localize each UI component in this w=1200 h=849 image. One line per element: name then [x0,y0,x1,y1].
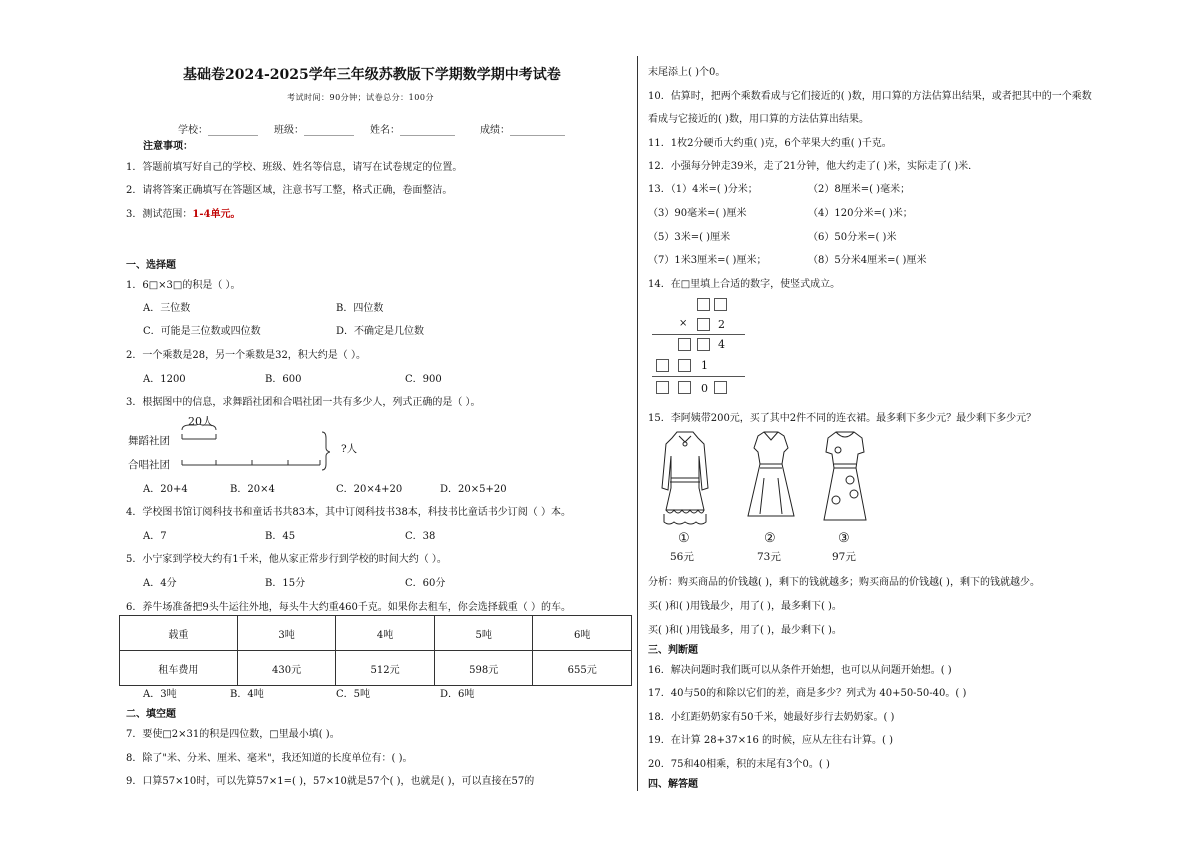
question-16: 16．解决问题时我们既可以从条件开始想，也可以从问题开始想。( ) [648,665,952,676]
dress-price: 56元 [670,551,694,563]
score-field[interactable]: 成绩：___________ [480,125,565,136]
analysis-line: 分析：购买商品的价钱越( )，剩下的钱就越多；购买商品的价钱越( )，剩下的钱就越少。 [648,577,1040,588]
question-11: 11．1枚2分硬币大约重( )克，6个苹果大约重( )千克。 [648,138,892,149]
table-cell: 载重 [120,616,238,651]
option-b[interactable]: B．600 [265,374,302,385]
line-segment-figure [180,424,330,474]
answer-line: 买( )和( )用钱最少，用了( )，最多剩下( )。 [648,601,842,612]
figure-total-label: ?人 [341,443,358,455]
digit-box[interactable] [714,298,727,311]
question-14: 14．在□里填上合适的数字，使竖式成立。 [648,279,841,290]
calc-line [652,334,745,335]
question-13-part: （6）50分米=( )米 [808,232,897,243]
question-7: 7．要使□2×31的积是四位数，□里最小填( )。 [126,729,340,740]
dress-price: 73元 [757,551,781,563]
table-cell: 5吨 [434,616,533,651]
rental-table [119,615,632,686]
question-13-part: （3）90毫米=( )厘米 [648,208,747,219]
table-row [120,651,632,686]
option-c[interactable]: C．60分 [405,578,446,589]
question-18: 18．小红距奶奶家有50千米，她最好步行去奶奶家。( ) [648,712,895,723]
option-b[interactable]: B．15分 [265,578,306,589]
digit-label: 4 [718,338,725,351]
dress-number: ② [764,531,776,546]
option-b[interactable]: B．4吨 [230,689,264,700]
option-a[interactable]: A．1200 [143,374,186,385]
option-a[interactable]: A．7 [143,531,167,542]
table-cell: 租车费用 [120,651,238,686]
option-a[interactable]: A．20+4 [143,484,188,495]
notes-heading: 注意事项： [143,141,193,152]
table-cell: 598元 [434,651,533,686]
question-13-part: （7）1米3厘米=( )厘米； [648,255,767,266]
digit-box[interactable] [697,298,710,311]
question-13-part: （8）5分米4厘米=( )厘米 [808,255,927,266]
note-item: 2．请将答案正确填写在答题区域，注意书写工整，格式正确，卷面整洁。 [126,185,453,196]
page-title: 基础卷2024-2025学年三年级苏教版下学期数学期中考试卷 [183,67,561,83]
question-19: 19．在计算 28+37×16 的时候，应从左往右计算。( ) [648,735,893,746]
option-a[interactable]: A．4分 [143,578,177,589]
question-9-continued: 末尾添上( )个0。 [648,67,726,78]
option-c[interactable]: C．20×4+20 [336,484,403,495]
digit-box[interactable] [678,359,691,372]
option-d[interactable]: D．不确定是几位数 [336,326,425,337]
table-cell: 4吨 [336,616,435,651]
calc-line [652,376,745,377]
option-c[interactable]: C．5吨 [336,689,371,700]
table-cell: 512元 [336,651,435,686]
option-d[interactable]: D．6吨 [440,689,475,700]
school-field[interactable]: 学校：__________ [178,125,258,136]
question-13-part: （4）120分米=( )米； [808,208,913,219]
question-5: 5．小宁家到学校大约有1千米，他从家正常步行到学校的时间大约（ ）。 [126,554,447,565]
digit-box[interactable] [697,338,710,351]
section-heading: 三、判断题 [648,645,698,656]
question-17: 17．40与50的和除以它们的差，商是多少？列式为 40+50-50-40。( ) [648,688,967,699]
option-a[interactable]: A．3吨 [143,689,177,700]
section-heading: 四、解答题 [648,779,698,790]
note-item: 1．答题前填写好自己的学校、班级、姓名等信息，请写在试卷规定的位置。 [126,162,463,173]
dress-2-image [738,428,804,528]
digit-label: 2 [718,318,725,331]
question-4: 4．学校图书馆订阅科技书和童话书共83本，其中订阅科技书38本，科技书比童话书少订阅（ ）本。 [126,507,571,518]
question-1: 1．6□×3□的积是（ ）。 [126,280,241,291]
digit-box[interactable] [656,359,669,372]
question-6: 6．养牛场准备把9头牛运往外地，每头牛大约重460千克。如果你去租车，你会选择载重（ ）的车。 [126,602,571,613]
question-20: 20．75和40相乘，积的末尾有3个0。( ) [648,759,830,770]
question-9: 9．口算57×10时，可以先算57×1=( )，57×10就是57个( )，也就是( )，可以直接在57的 [126,776,535,787]
option-b[interactable]: B．20×4 [230,484,275,495]
option-a[interactable]: A．三位数 [143,303,191,314]
figure-choir-label: 合唱社团 [128,459,170,471]
figure-top-label: 20人 [188,415,213,428]
exam-subtitle: 考试时间：90分钟；试卷总分：100分 [287,93,434,102]
dress-3-image [812,428,878,528]
digit-box[interactable] [678,338,691,351]
dress-number: ① [678,531,690,546]
figure-dance-label: 舞蹈社团 [128,435,170,447]
digit-label: 1 [701,359,708,372]
note-item [126,205,240,220]
digit-label: 0 [701,382,708,395]
times-sign: × [679,318,688,329]
table-cell: 6吨 [533,616,632,651]
table-cell: 655元 [533,651,632,686]
digit-box[interactable] [714,381,727,394]
note-text: 3．测试范围： [126,209,193,220]
section-heading: 一、选择题 [126,260,176,271]
option-d[interactable]: D．20×5+20 [440,484,507,495]
question-10: 10．估算时，把两个乘数看成与它们接近的( )数，用口算的方法估算出结果，或者把其中的一个乘数 [648,91,1092,102]
option-b[interactable]: B．四位数 [336,303,384,314]
question-13-part: （2）8厘米=( )毫米； [808,184,911,195]
name-field[interactable]: 姓名：___________ [370,125,455,136]
digit-box[interactable] [678,381,691,394]
option-b[interactable]: B．45 [265,531,296,542]
question-12: 12．小强每分钟走39米，走了21分钟，他大约走了( )米，实际走了( )米． [648,161,979,172]
question-8: 8．除了"米、分米、厘米、毫米"，我还知道的长度单位有：( )。 [126,753,413,764]
option-c[interactable]: C．900 [405,374,442,385]
question-2: 2．一个乘数是28，另一个乘数是32，积大约是（ ）。 [126,350,366,361]
table-cell: 3吨 [237,616,336,651]
test-range: 1-4单元。 [192,209,241,220]
question-13-part: 13．（1）4米=( )分米； [648,184,758,195]
question-13-part: （5）3米=( )厘米 [648,232,731,243]
question-15: 15．李阿姨带200元，买了其中2件不同的连衣裙。最多剩下多少元？最少剩下多少元？ [648,413,1037,424]
digit-box[interactable] [656,381,669,394]
column-divider [637,56,638,791]
dress-number: ③ [838,531,850,546]
question-10-continued: 看成与它接近的( )数，用口算的方法估算出结果。 [648,114,869,125]
dress-1-image [652,428,718,528]
option-c[interactable]: C．38 [405,531,436,542]
section-heading: 二、填空题 [126,709,176,720]
option-c[interactable]: C．可能是三位数或四位数 [143,326,261,337]
answer-line: 买( )和( )用钱最多，用了( )，最少剩下( )。 [648,625,842,636]
question-3: 3．根据图中的信息，求舞蹈社团和合唱社团一共有多少人，列式正确的是（ ）。 [126,397,481,408]
digit-box[interactable] [697,318,710,331]
table-cell: 430元 [237,651,336,686]
table-row [120,616,632,651]
dress-price: 97元 [832,551,856,563]
class-field[interactable]: 班级：__________ [274,125,354,136]
